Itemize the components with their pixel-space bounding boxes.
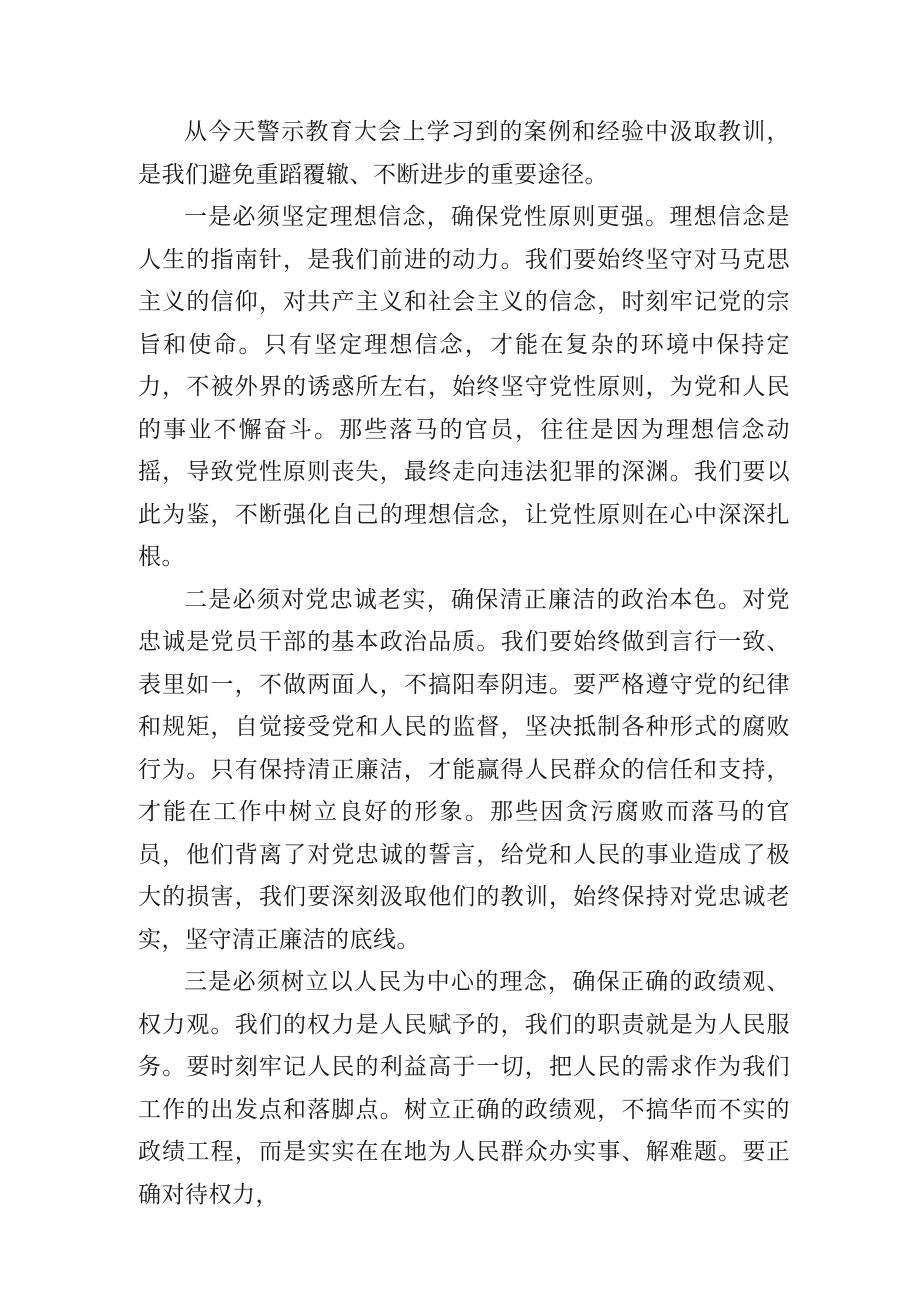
paragraph-loyalty-and-integrity: 二是必须对党忠诚老实，确保清正廉洁的政治本色。对党忠诚是党员干部的基本政治品质。我们要始终做到言行一致、表里如一，不做两面人，不搞阳奉阴违。要严格遵守党的纪律和规矩，自觉接受党和人民的监督，坚决抵制各种形式的腐败行为。只有保持清正廉洁，才能赢得人民群众的信任和支持，才能在工作中树立良好的形象。那些因贪污腐败而落马的官员，他们背离了对党忠诚的誓言，给党和人民的事业造成了极大的损害，我们要深刻汲取他们的教训，始终保持对党忠诚老实，坚守清正廉洁的底线。 — [138, 586, 790, 953]
intro-paragraph: 从今天警示教育大会上学习到的案例和经验中汲取教训，是我们避免重蹈覆辙、不断进步的重要途径。 — [138, 119, 790, 188]
paragraph-people-centered: 三是必须树立以人民为中心的理念，确保正确的政绩观、权力观。我们的权力是人民赋予的，我们的职责就是为人民服务。要时刻牢记人民的利益高于一切，把人民的需求作为我们工作的出发点和落脚点。树立正确的政绩观，不搞华而不实的政绩工程，而是实实在在地为人民群众办实事、解难题。要正确对待权力， — [138, 969, 790, 1208]
document-body — [138, 111, 790, 1216]
paragraph-ideals-and-beliefs: 一是必须坚定理想信念，确保党性原则更强。理想信念是人生的指南针，是我们前进的动力。我们要始终坚守对马克思主义的信仰，对共产主义和社会主义的信念，时刻牢记党的宗旨和使命。只有坚定理想信念，才能在复杂的环境中保持定力，不被外界的诱惑所左右，始终坚守党性原则，为党和人民的事业不懈奋斗。那些落马的官员，往往是因为理想信念动摇，导致党性原则丧失，最终走向违法犯罪的深渊。我们要以此为鉴，不断强化自己的理想信念，让党性原则在心中深深扎根。 — [138, 204, 790, 570]
